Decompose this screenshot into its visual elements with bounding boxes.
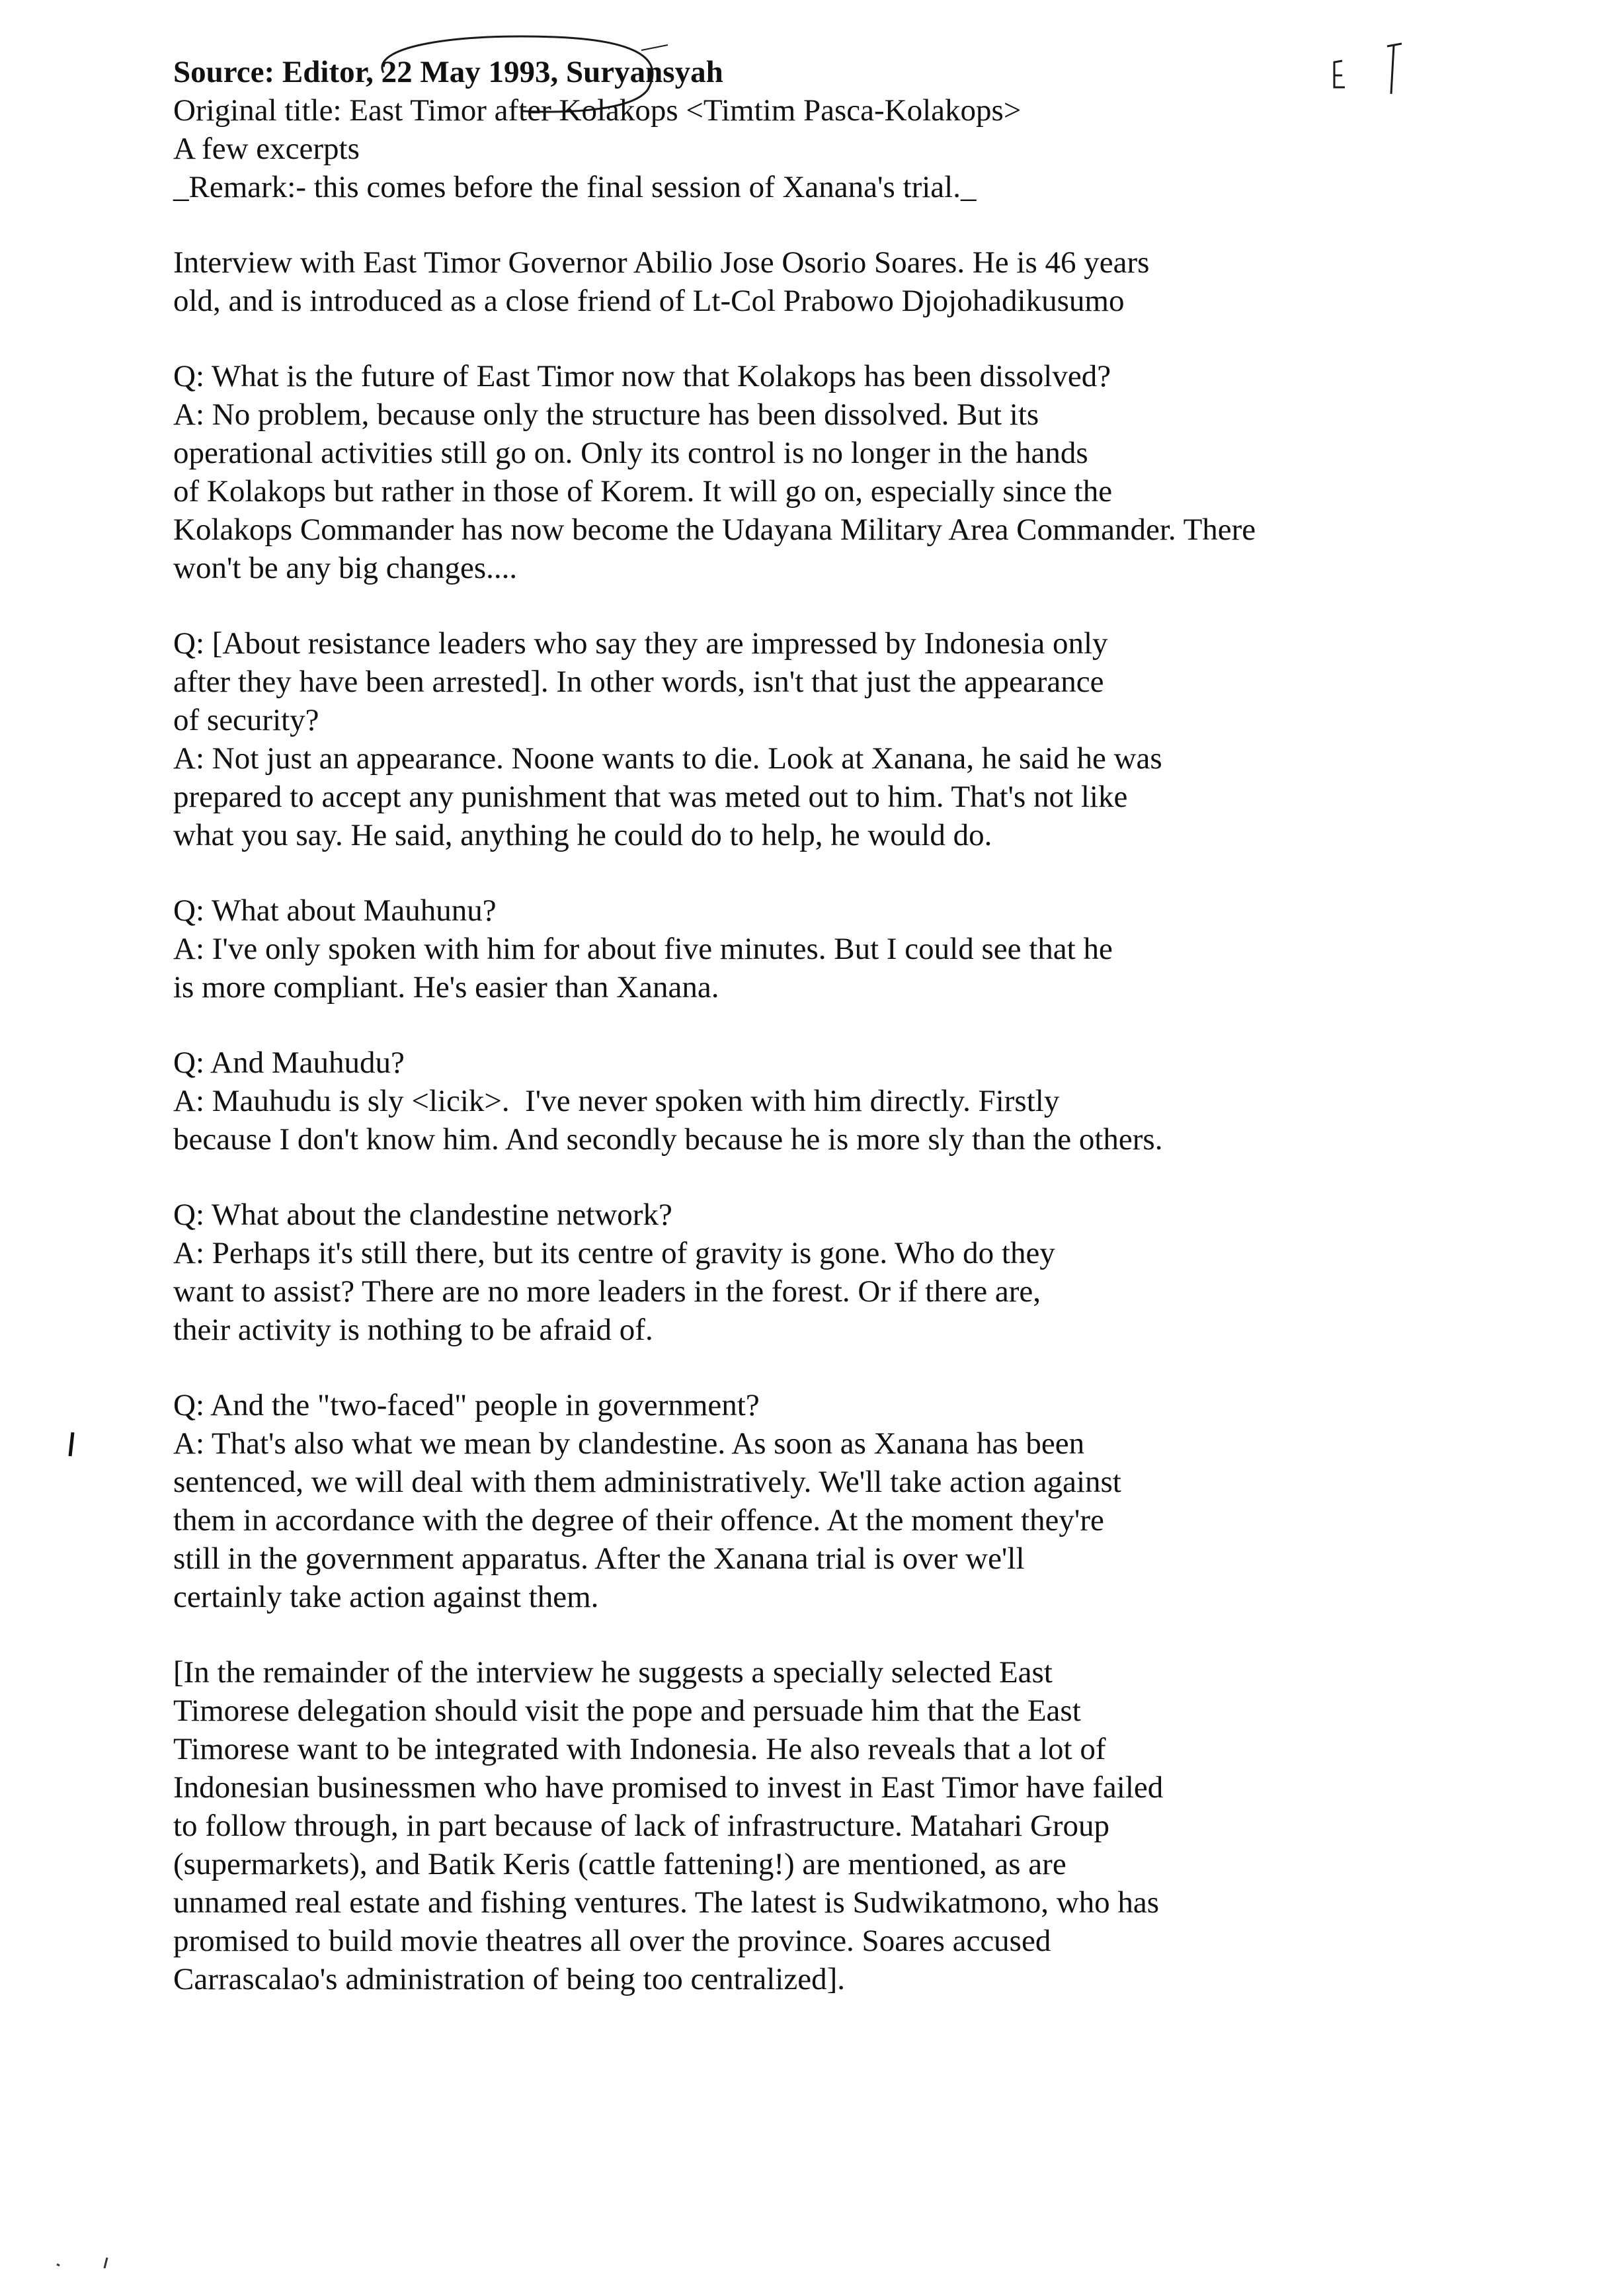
excerpts-label: A few excerpts: [173, 132, 360, 166]
question-line: of security?: [173, 703, 319, 737]
question-line: Q: [About resistance leaders who say they are impressed by Indonesia only: [173, 626, 1108, 661]
summary-line: (supermarkets), and Batik Keris (cattle fattening!) are mentioned, as are: [173, 1847, 1066, 1881]
answer-line: Kolakops Commander has now become the Udayana Military Area Commander. There: [173, 512, 1256, 547]
spacer: [173, 587, 1443, 624]
answer-line: because I don't know him. And secondly because he is more sly than the others.: [173, 1122, 1163, 1157]
answer-line: A: Mauhudu is sly <licik>. I've never spoken with him directly. Firstly: [173, 1084, 1060, 1118]
summary-line: Timorese delegation should visit the pope and persuade him that the East: [173, 1694, 1081, 1728]
summary-line: to follow through, in part because of lack of infrastructure. Matahari Group: [173, 1809, 1110, 1843]
answer-line: what you say. He said, anything he could do to help, he would do.: [173, 818, 992, 852]
summary-line: Carrascalao's administration of being too centralized].: [173, 1962, 845, 1996]
spacer: [173, 1616, 1443, 1653]
qa-block-1: [173, 357, 1443, 587]
margin-mark-icon: [63, 1430, 79, 1459]
spacer: [173, 1349, 1443, 1386]
spacer: [173, 854, 1443, 891]
answer-line: A: Perhaps it's still there, but its centre of gravity is gone. Who do they: [173, 1236, 1055, 1270]
answer-line: sentenced, we will deal with them administratively. We'll take action against: [173, 1465, 1121, 1499]
question-line: Q: And the "two-faced" people in government?: [173, 1388, 760, 1422]
qa-block-5: [173, 1196, 1443, 1349]
intro-line: Interview with East Timor Governor Abilio Jose Osorio Soares. He is 46 years: [173, 245, 1150, 280]
question-line: Q: What about the clandestine network?: [173, 1198, 672, 1232]
answer-line: them in accordance with the degree of their offence. At the moment they're: [173, 1503, 1104, 1538]
answer-line: A: That's also what we mean by clandestine. As soon as Xanana has been: [173, 1426, 1085, 1461]
answer-line: want to assist? There are no more leaders in the forest. Or if there are,: [173, 1274, 1041, 1309]
answer-line: A: Not just an appearance. Noone wants to die. Look at Xanana, he said he was: [173, 741, 1162, 776]
intro-line: old, and is introduced as a close friend of Lt-Col Prabowo Djojohadikusumo: [173, 284, 1125, 318]
document-body: [173, 53, 1443, 1998]
answer-line: still in the government apparatus. After the Xanana trial is over we'll: [173, 1541, 1025, 1576]
question-line: after they have been arrested]. In other words, isn't that just the appearance: [173, 665, 1104, 699]
answer-line: A: No problem, because only the structure has been dissolved. But its: [173, 397, 1039, 432]
summary-line: [In the remainder of the interview he suggests a specially selected East: [173, 1655, 1053, 1690]
qa-block-3: [173, 891, 1443, 1006]
question-line: Q: What is the future of East Timor now that Kolakops has been dissolved?: [173, 359, 1111, 393]
summary-line: Indonesian businessmen who have promised to invest in East Timor have failed: [173, 1770, 1164, 1805]
summary-line: Timorese want to be integrated with Indonesia. He also reveals that a lot of: [173, 1732, 1106, 1766]
answer-line: certainly take action against them.: [173, 1580, 599, 1614]
question-line: Q: And Mauhudu?: [173, 1046, 405, 1080]
header-block: [173, 53, 1443, 206]
summary-line: promised to build movie theatres all over the province. Soares accused: [173, 1924, 1051, 1958]
answer-line: is more compliant. He's easier than Xanana.: [173, 970, 719, 1004]
original-title: Original title: East Timor after Kolakops <Timtim Pasca-Kolakops>: [173, 93, 1022, 128]
stray-marks-icon: [46, 2248, 126, 2275]
question-line: Q: What about Mauhunu?: [173, 893, 497, 928]
spacer: [173, 320, 1443, 357]
summary-paragraph: [173, 1653, 1443, 1998]
qa-block-2: [173, 624, 1443, 854]
qa-block-4: [173, 1044, 1443, 1159]
spacer: [173, 1159, 1443, 1196]
answer-line: won't be any big changes....: [173, 551, 518, 585]
answer-line: operational activities still go on. Only its control is no longer in the hands: [173, 436, 1088, 470]
answer-line: A: I've only spoken with him for about five minutes. But I could see that he: [173, 932, 1113, 966]
answer-line: prepared to accept any punishment that was meted out to him. That's not like: [173, 780, 1128, 814]
spacer: [173, 1006, 1443, 1044]
qa-block-6: [173, 1386, 1443, 1616]
source-line: Source: Editor, 22 May 1993, Suryansyah: [173, 55, 723, 89]
summary-line: unnamed real estate and fishing ventures. The latest is Sudwikatmono, who has: [173, 1885, 1160, 1920]
remark-line: _Remark:- this comes before the final session of Xanana's trial._: [173, 170, 977, 204]
answer-line: their activity is nothing to be afraid of.: [173, 1313, 653, 1347]
spacer: [173, 206, 1443, 243]
intro-paragraph: [173, 243, 1443, 320]
answer-line: of Kolakops but rather in those of Korem. It will go on, especially since the: [173, 474, 1113, 509]
